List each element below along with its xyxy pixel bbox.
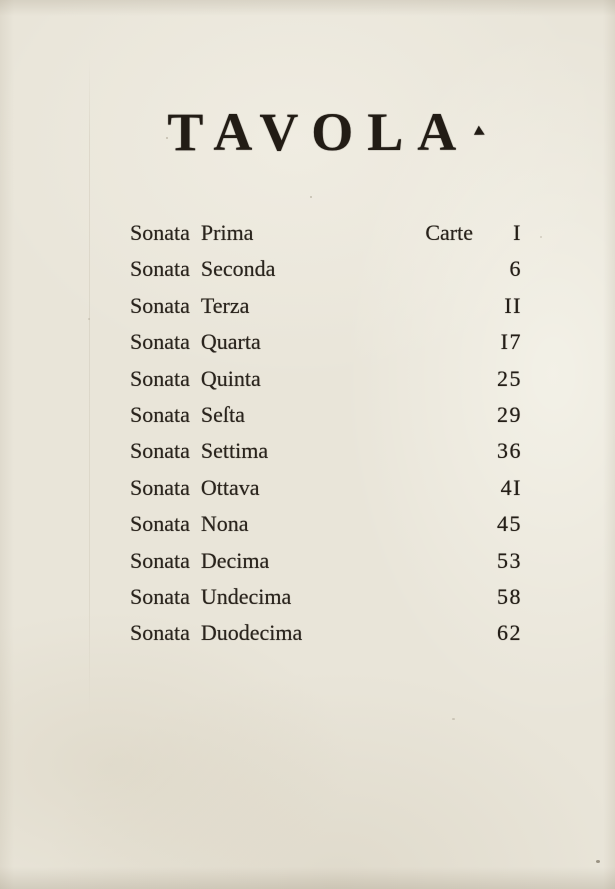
entry-prefix: Sonata bbox=[130, 256, 190, 282]
entry-name: Prima bbox=[200, 220, 254, 245]
entry-page bbox=[488, 251, 522, 287]
entry-name: Quarta bbox=[200, 329, 261, 355]
entry-name: Seſta bbox=[200, 401, 245, 427]
page-title bbox=[0, 101, 615, 163]
entry-name: Ottava bbox=[200, 474, 260, 500]
entry-prefix: Sonata bbox=[130, 365, 190, 391]
paper-speck bbox=[596, 860, 600, 863]
entry-page bbox=[488, 397, 522, 433]
toc-row bbox=[130, 397, 522, 433]
entry-prefix: Sonata bbox=[130, 620, 190, 646]
entry-page bbox=[488, 433, 522, 469]
entry-page bbox=[425, 215, 522, 251]
paper-speck bbox=[310, 196, 312, 198]
page-number: 45 bbox=[497, 511, 522, 537]
entry-prefix: Sonata bbox=[130, 220, 190, 245]
entry-label bbox=[130, 433, 268, 469]
entry-name: Duodecima bbox=[200, 620, 303, 646]
entry-prefix: Sonata bbox=[130, 438, 190, 464]
page-number: 25 bbox=[497, 365, 522, 391]
toc-row bbox=[130, 579, 522, 615]
entry-label bbox=[130, 288, 249, 324]
toc-row bbox=[130, 361, 522, 397]
entry-page bbox=[488, 506, 522, 542]
toc-row bbox=[130, 506, 522, 542]
entry-name: Undecima bbox=[200, 583, 292, 609]
entry-prefix: Sonata bbox=[130, 292, 190, 318]
entry-page bbox=[488, 543, 522, 579]
entry-name: Decima bbox=[200, 547, 270, 573]
entry-label bbox=[130, 215, 253, 251]
toc-row bbox=[130, 251, 522, 287]
entry-prefix: Sonata bbox=[130, 583, 190, 609]
page-number: 6 bbox=[509, 256, 522, 282]
entry-name: Nona bbox=[200, 511, 249, 537]
table-of-contents bbox=[130, 215, 522, 652]
entry-page bbox=[488, 579, 522, 615]
page-number: II bbox=[504, 292, 522, 318]
entry-label bbox=[130, 251, 275, 287]
paper-speck bbox=[452, 718, 455, 720]
title-period-mark: ‣ bbox=[466, 117, 494, 149]
entry-label bbox=[130, 397, 245, 433]
page-number: 36 bbox=[497, 438, 522, 464]
page-number: I bbox=[513, 220, 522, 245]
entry-prefix: Sonata bbox=[130, 401, 190, 427]
entry-prefix: Sonata bbox=[130, 329, 190, 355]
title-text: TAVOLA bbox=[167, 102, 471, 162]
toc-row bbox=[130, 615, 522, 651]
entry-label bbox=[130, 470, 260, 506]
toc-row bbox=[130, 543, 522, 579]
entry-label bbox=[130, 361, 261, 397]
toc-row bbox=[130, 470, 522, 506]
paper-speck bbox=[88, 318, 90, 320]
toc-row bbox=[130, 288, 522, 324]
page-number: 29 bbox=[497, 401, 522, 427]
entry-page bbox=[488, 288, 522, 324]
toc-row bbox=[130, 215, 522, 251]
page-number: 62 bbox=[497, 620, 522, 646]
entry-page bbox=[488, 361, 522, 397]
entry-name: Seconda bbox=[200, 256, 276, 282]
entry-page bbox=[488, 615, 522, 651]
paper-speck bbox=[540, 236, 542, 238]
entry-name: Quinta bbox=[200, 365, 261, 391]
entry-prefix: Sonata bbox=[130, 511, 190, 537]
entry-name: Settima bbox=[200, 438, 269, 464]
toc-row bbox=[130, 433, 522, 469]
entry-page bbox=[488, 324, 522, 360]
entry-label bbox=[130, 506, 249, 542]
carte-column-header: Carte bbox=[425, 220, 473, 245]
entry-label bbox=[130, 579, 291, 615]
page-number: 4I bbox=[500, 474, 522, 500]
entry-label bbox=[130, 543, 269, 579]
toc-row bbox=[130, 324, 522, 360]
entry-label bbox=[130, 615, 302, 651]
entry-label bbox=[130, 324, 261, 360]
entry-name: Terza bbox=[200, 292, 250, 318]
page-number: 58 bbox=[497, 583, 522, 609]
page-number: I7 bbox=[500, 329, 522, 355]
page-number: 53 bbox=[497, 547, 522, 573]
entry-prefix: Sonata bbox=[130, 547, 190, 573]
entry-prefix: Sonata bbox=[130, 474, 190, 500]
entry-page bbox=[488, 470, 522, 506]
